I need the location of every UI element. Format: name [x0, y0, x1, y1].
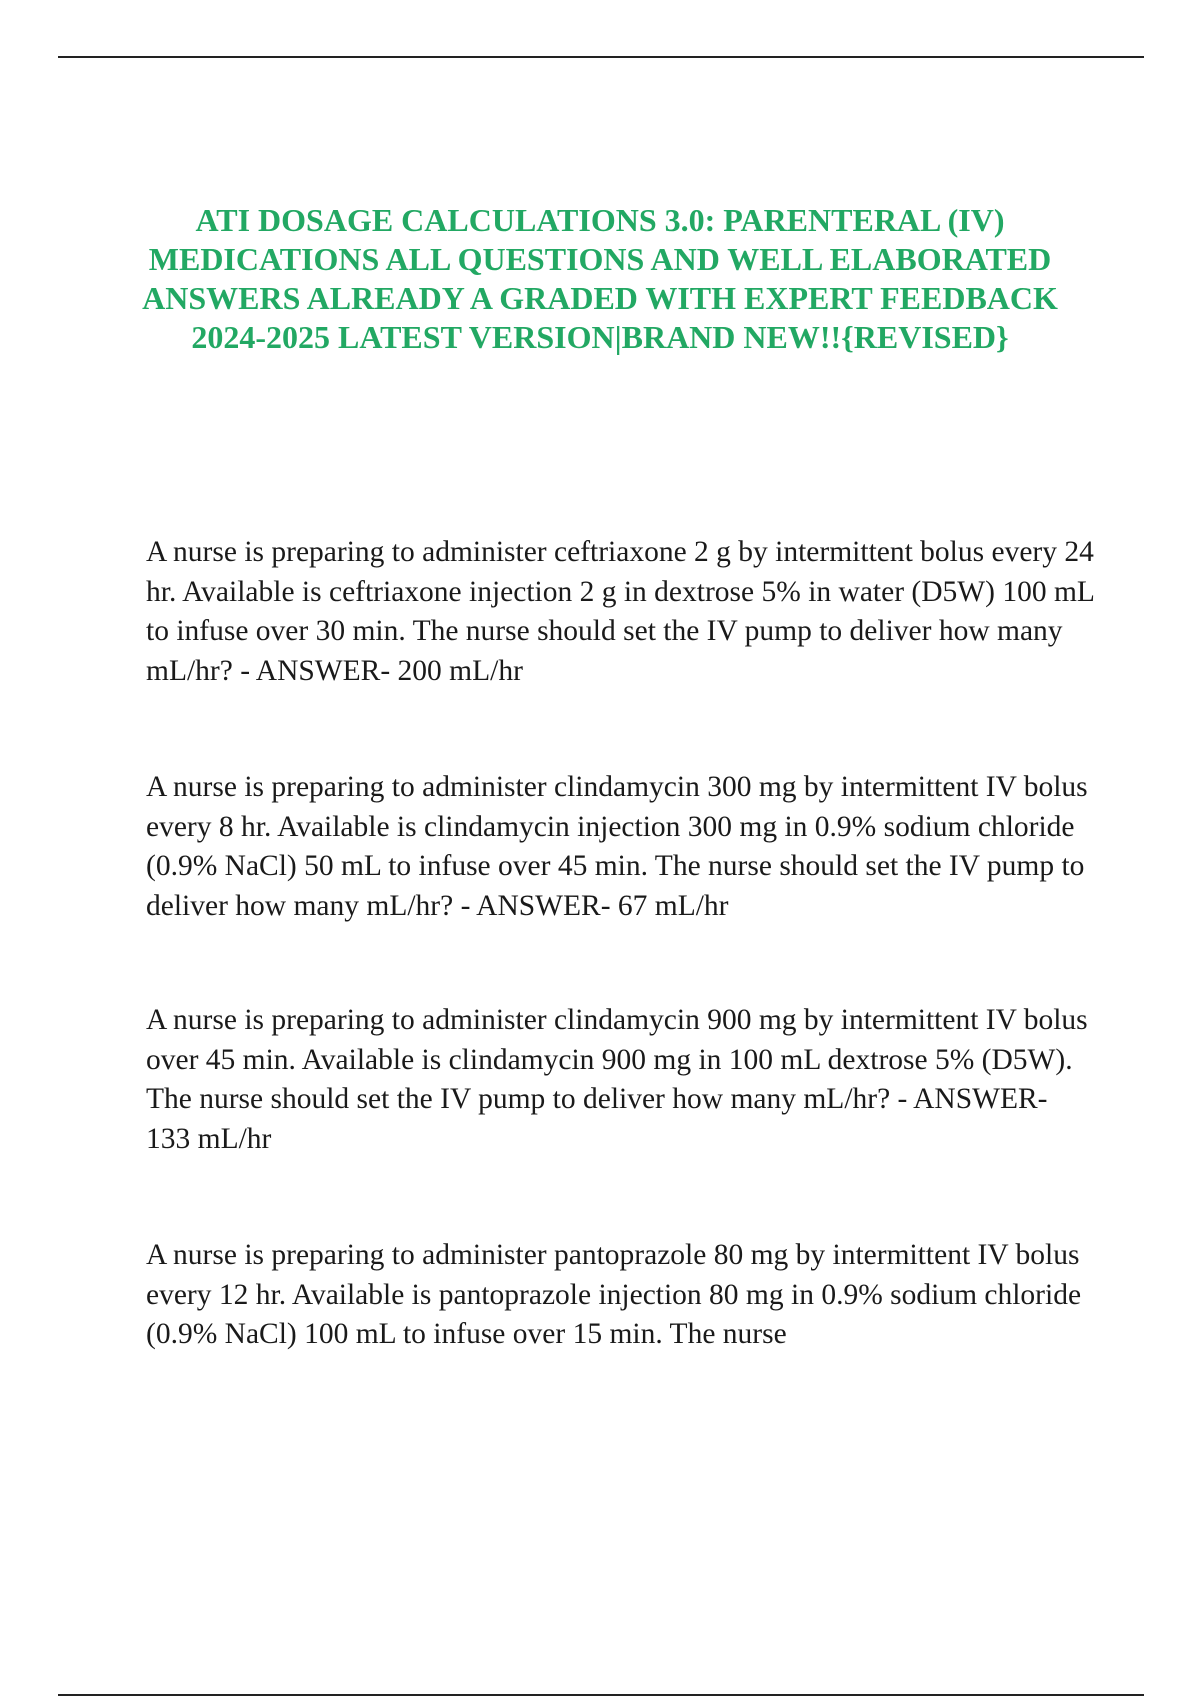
- question-pantoprazole: A nurse is preparing to administer pantoprazole 80 mg by intermittent IV bolus every 12 hr. Available is pantoprazole injection 80 mg in 0.9% sodium chloride (0.9% NaCl) 100 mL to infuse over 15 min. The nurse: [146, 1239, 1082, 1350]
- question-clindamycin-300: A nurse is preparing to administer clindamycin 300 mg by intermittent IV bolus every 8 hr. Available is clindamycin injection 300 mg in 0.9% sodium chloride (0.9% NaCl) 50 mL to infuse over 45 min. The nurse should set the IV pump to deliver how many mL/hr? - ANSWER- 67 mL/hr: [146, 771, 1088, 922]
- header-rule: [58, 56, 1144, 58]
- document-title: ATI DOSAGE CALCULATIONS 3.0: PARENTERAL (IV) MEDICATIONS ALL QUESTIONS AND WELL ELABORATED ANSWERS ALREADY A GRADED WITH EXPERT FEEDBACK 2024-2025 LATEST VERSION|BRAND NEW!!{REVISED}: [142, 202, 1058, 355]
- question-clindamycin-900: A nurse is preparing to administer clindamycin 900 mg by intermittent IV bolus over 45 min. Available is clindamycin 900 mg in 100 mL dextrose 5% (D5W). The nurse should set the IV pump to deliver how many mL/hr? - ANSWER- 133 mL/hr: [146, 1004, 1088, 1155]
- question-list: [146, 533, 1096, 1432]
- question-ceftriaxone: A nurse is preparing to administer ceftriaxone 2 g by intermittent bolus every 24 hr. Available is ceftriaxone injection 2 g in dextrose 5% in water (D5W) 100 mL to infuse over 30 min. The nurse should set the IV pump to deliver how many mL/hr? - ANSWER- 200 mL/hr: [146, 536, 1094, 687]
- footer-rule: [58, 1694, 1144, 1696]
